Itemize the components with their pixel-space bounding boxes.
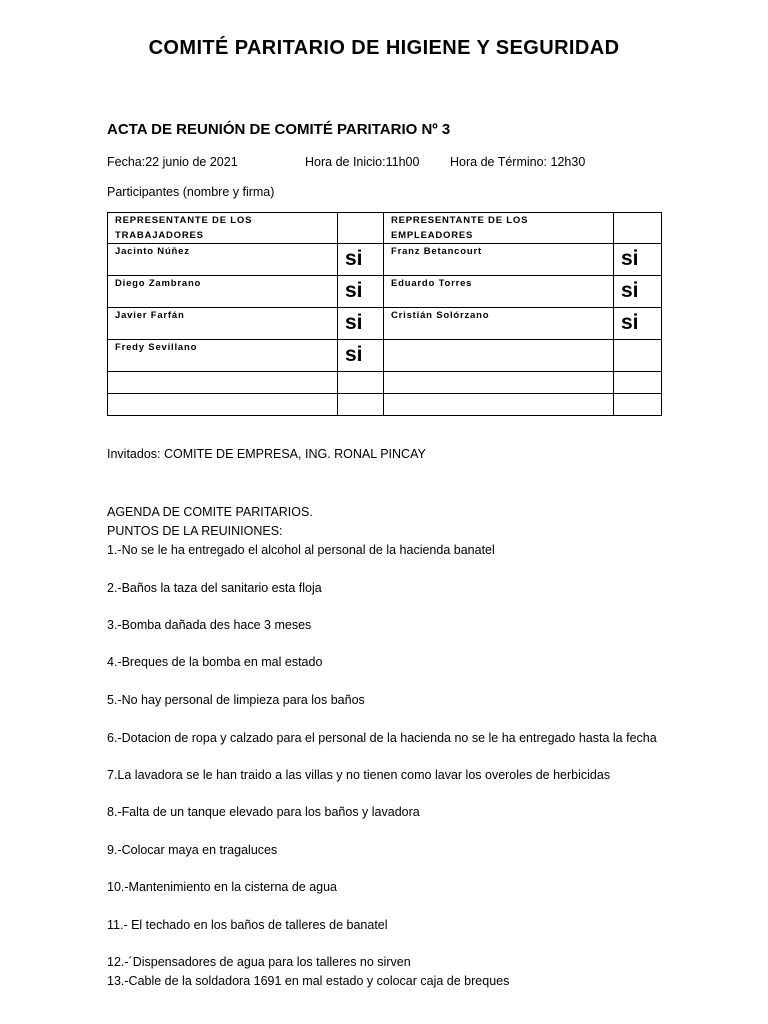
header-workers: REPRESENTANTE DE LOS TRABAJADORES [108,213,338,244]
employer-signature: si [614,244,662,276]
document-subtitle: ACTA DE REUNIÓN DE COMITÉ PARITARIO Nº 3 [107,121,451,138]
employer-signature: si [614,276,662,308]
start-time: Hora de Inicio:11h00 [305,155,420,169]
agenda-title: AGENDA DE COMITE PARITARIOS. [107,505,313,519]
agenda-item: 11.- El techado en los baños de talleres de banatel [107,918,388,932]
participants-table [107,212,662,416]
employer-name [384,340,614,372]
employer-name: Eduardo Torres [384,276,614,308]
worker-signature: si [338,244,384,276]
header-employers-signature [614,213,662,244]
worker-signature [338,372,384,394]
points-title: PUNTOS DE LA REUINIONES: [107,524,283,538]
worker-signature: si [338,276,384,308]
employer-signature [614,372,662,394]
table-header-row [108,213,662,244]
worker-signature: si [338,308,384,340]
agenda-item: 12.-´Dispensadores de agua para los talleres no sirven [107,955,411,969]
worker-name: Diego Zambrano [108,276,338,308]
worker-name [108,372,338,394]
worker-signature: si [338,340,384,372]
agenda-item: 3.-Bomba dañada des hace 3 meses [107,618,312,632]
agenda-item: 8.-Falta de un tanque elevado para los baños y lavadora [107,805,420,819]
agenda-item: 13.-Cable de la soldadora 1691 en mal estado y colocar caja de breques [107,974,510,988]
worker-signature [338,394,384,416]
agenda-item: 1.-No se le ha entregado el alcohol al personal de la hacienda banatel [107,543,495,557]
end-time: Hora de Término: 12h30 [450,155,586,169]
guests-line: Invitados: COMITE DE EMPRESA, ING. RONAL PINCAY [107,447,426,461]
employer-name: Cristián Solórzano [384,308,614,340]
agenda-item: 6.-Dotacion de ropa y calzado para el personal de la hacienda no se le ha entregado hasta la fecha [107,731,657,745]
employer-name [384,372,614,394]
table-row [108,394,662,416]
worker-name: Jacinto Núñez [108,244,338,276]
table-row [108,308,662,340]
table-row [108,244,662,276]
agenda-item: 10.-Mantenimiento en la cisterna de agua [107,880,338,894]
header-workers-signature [338,213,384,244]
worker-name: Fredy Sevillano [108,340,338,372]
table-row [108,372,662,394]
agenda-item: 5.-No hay personal de limpieza para los baños [107,693,365,707]
meeting-date: Fecha:22 junio de 2021 [107,155,238,169]
employer-signature [614,394,662,416]
participants-label: Participantes (nombre y firma) [107,185,275,199]
document-title: COMITÉ PARITARIO DE HIGIENE Y SEGURIDAD [148,37,620,59]
agenda-item: 7.La lavadora se le han traido a las villas y no tienen como lavar los overoles de herbicidas [107,768,611,782]
employer-signature [614,340,662,372]
employer-name [384,394,614,416]
employer-signature: si [614,308,662,340]
header-employers: REPRESENTANTE DE LOS EMPLEADORES [384,213,614,244]
table-row [108,340,662,372]
employer-name: Franz Betancourt [384,244,614,276]
worker-name: Javier Farfán [108,308,338,340]
agenda-item: 2.-Baños la taza del sanitario esta floja [107,581,322,595]
table-row [108,276,662,308]
agenda-item: 4.-Breques de la bomba en mal estado [107,655,323,669]
worker-name [108,394,338,416]
agenda-item: 9.-Colocar maya en tragaluces [107,843,278,857]
